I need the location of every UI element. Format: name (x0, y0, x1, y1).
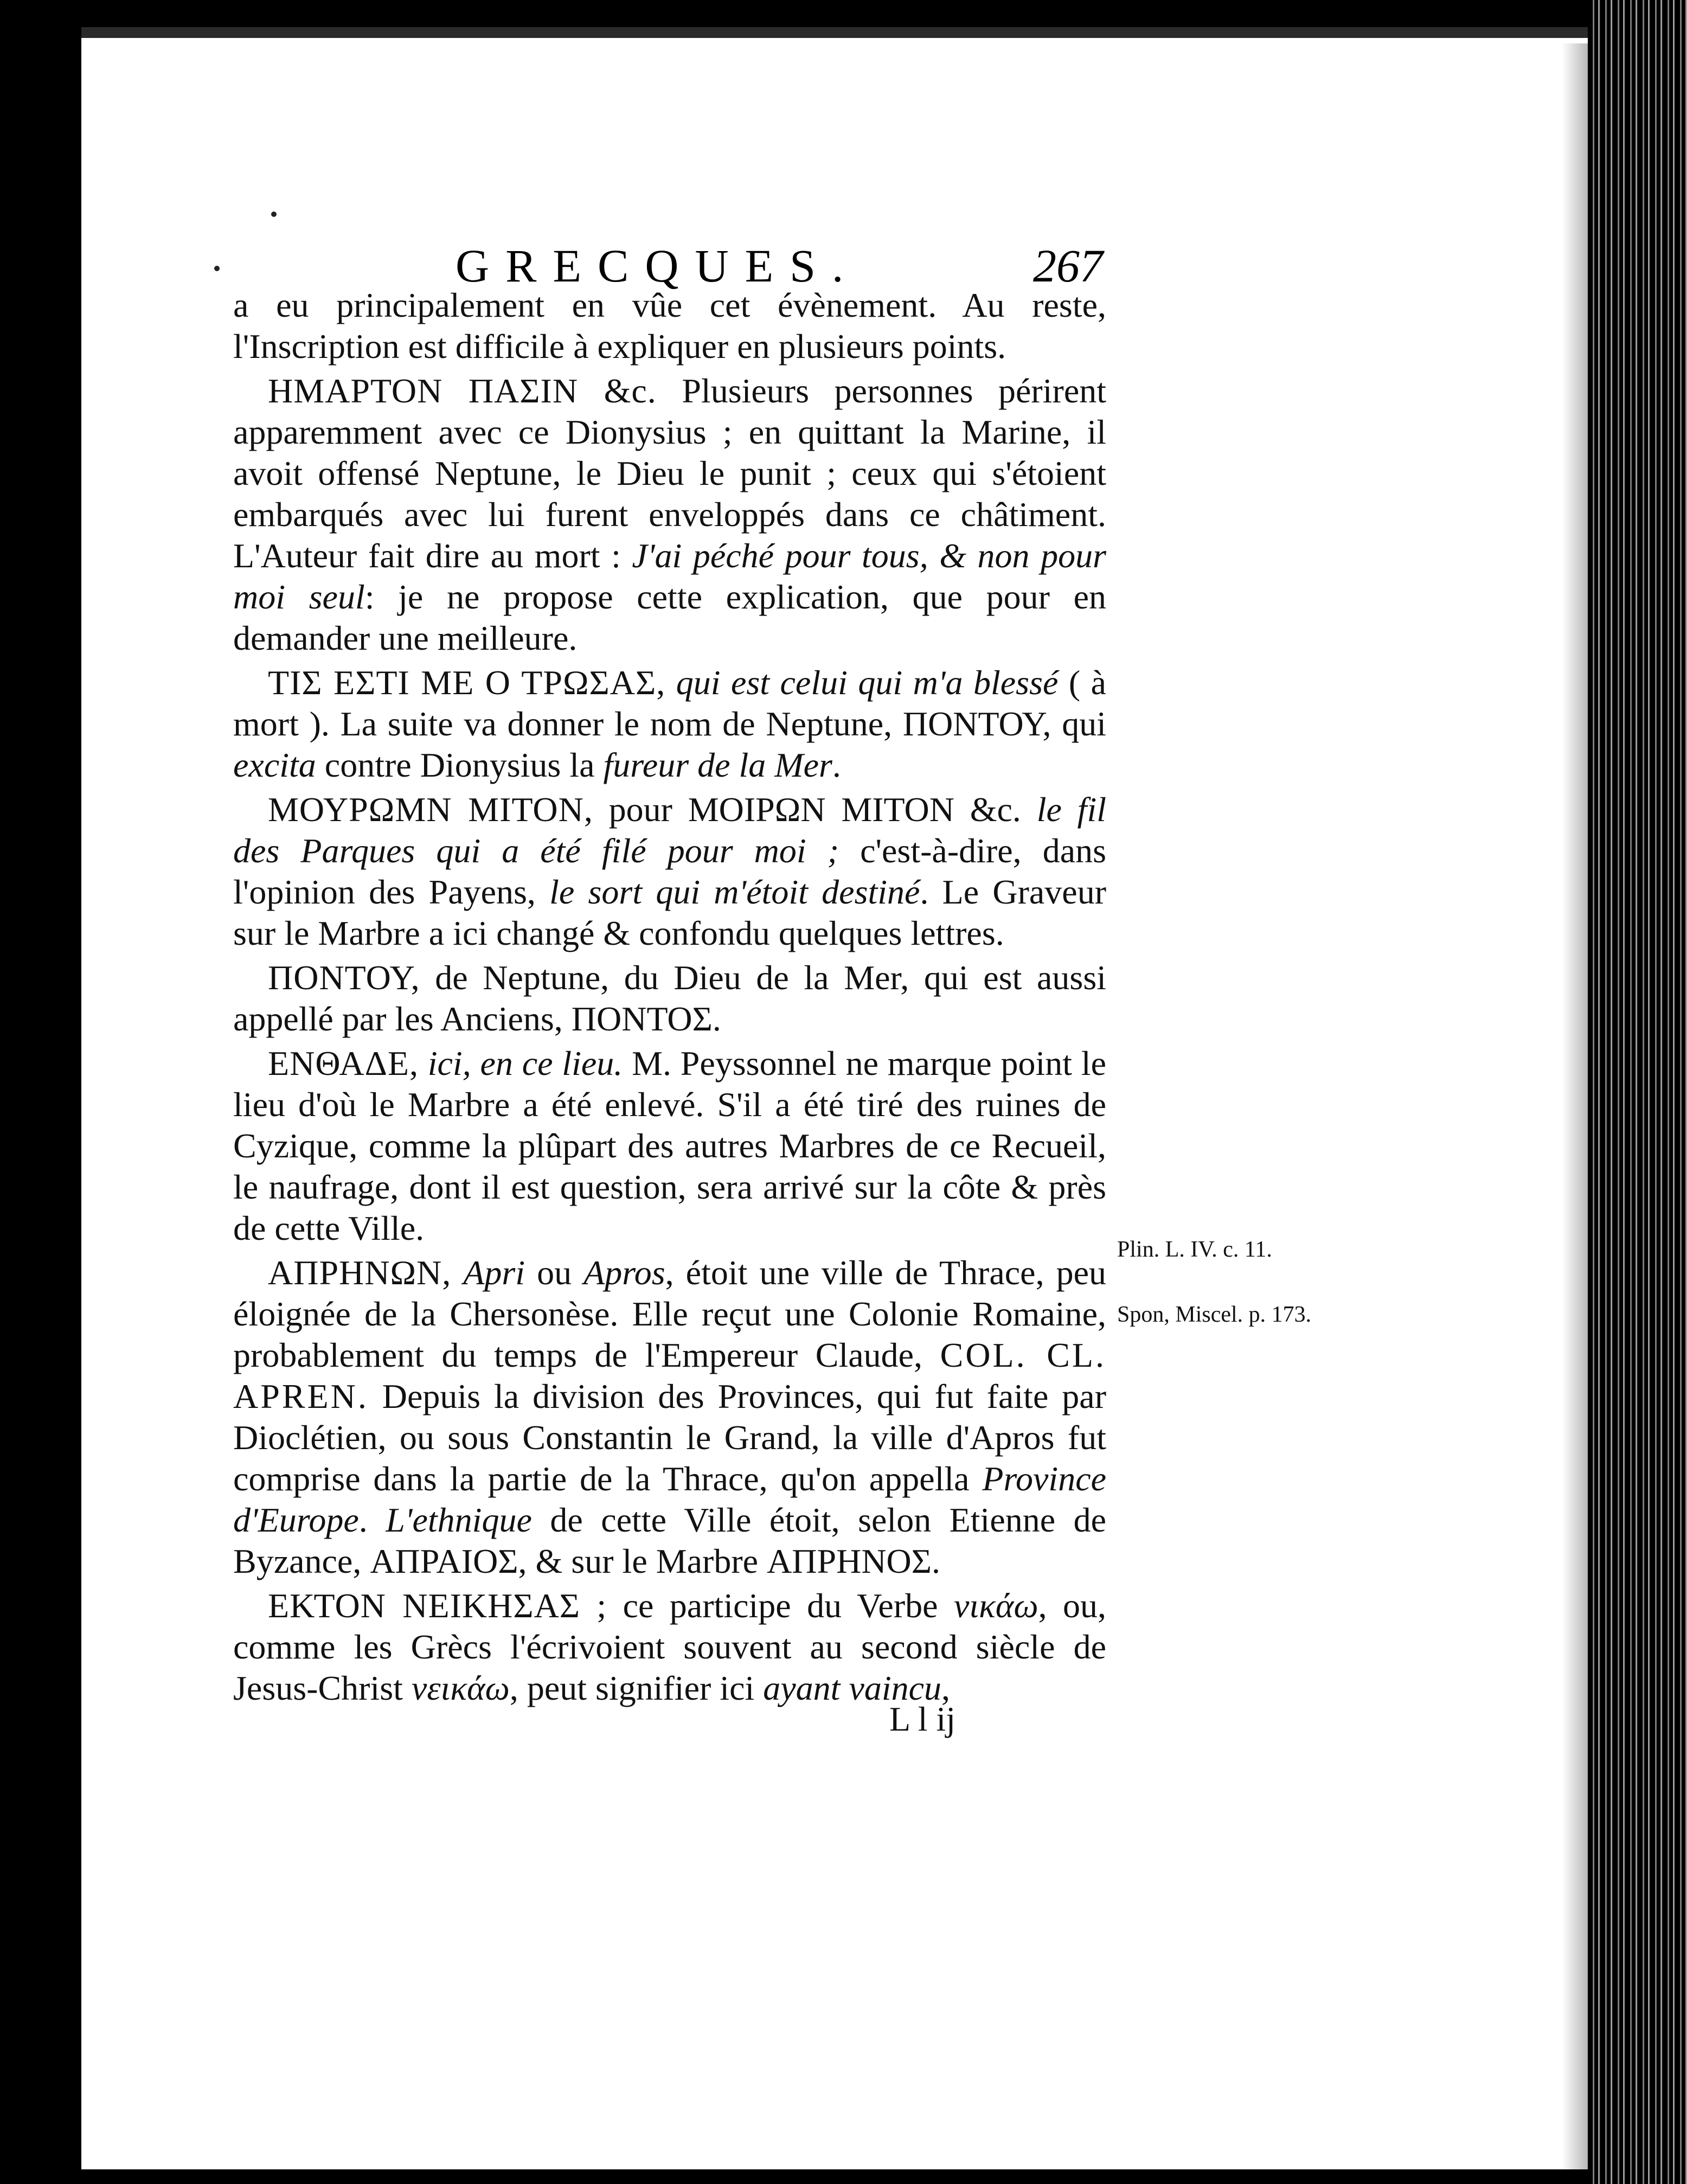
italic-word: Apros (583, 1253, 665, 1292)
margin-note-spon: Spon, Miscel. p. 173. (1117, 1302, 1312, 1327)
paragraph-5 (233, 957, 1106, 1040)
greek-lemma: ΑΠΡΗΝΩΝ, (268, 1253, 452, 1292)
greek-lemma: ΤΙΣ ΕΣΤΙ ΜΕ Ο ΤΡΩΣΑΣ, (268, 663, 666, 702)
paragraph-text: , peut signifier ici (509, 1669, 764, 1707)
paragraph-text: , (941, 1669, 951, 1707)
italic-gloss: qui est celui qui m'a blessé (665, 663, 1059, 702)
italic-gloss: le fil des Parques qui a été filé pour moi ; (233, 790, 1107, 870)
paragraph-text: M. Peyssonnel ne marque point le lieu d'où le Marbre a été enlevé. S'il a été tiré des ruines de Cyzique, comme la plûpart des autres Marbres de ce Recueil, le naufrage, dont il est question, sera arrivé sur la côte & près de cette Ville. (233, 1044, 1107, 1247)
paragraph-4 (233, 789, 1106, 954)
greek-lemma: ΕΝΘΑΔΕ, (268, 1044, 419, 1083)
page-number: 267 (1033, 240, 1103, 292)
greek-lemma: ΕΚΤΟΝ ΝΕΙΚΗΣΑΣ ; (268, 1586, 607, 1625)
paragraph-text: . (358, 1501, 386, 1539)
latin-inscription: COL. CL. APREN. (233, 1336, 1106, 1416)
paragraph-text: Plusieurs personnes périrent apparemment avec ce Dionysius ; en quittant la Marine, il avoit offensé Neptune, le Dieu le punit ; ceux qui s'étoient embarqués avec lui furent enveloppés dans ce châtiment. L'Auteur fait dire au mort : (233, 372, 1106, 575)
signature-mark: L l ij (889, 1700, 956, 1738)
italic-phrase: ayant vaincu (763, 1669, 942, 1707)
paragraph-text: ou (525, 1253, 584, 1292)
italic-word: excita (233, 746, 316, 784)
greek-lemma: ΠΟΝΤΟΥ, (268, 958, 420, 997)
italic-term: L'ethnique (386, 1501, 532, 1539)
ink-speck (271, 212, 277, 217)
paragraph-8 (233, 1585, 1106, 1709)
body-text (233, 285, 1106, 1709)
running-title: GRECQUES. (456, 240, 860, 292)
paragraph-3 (233, 662, 1106, 786)
paragraph-text: de Neptune, du Dieu de la Mer, qui est aussi appellé par les Anciens, ΠΟΝΤΟΣ. (233, 958, 1106, 1038)
paragraph-text: pour ΜΟΙΡΩΝ ΜΙΤΟΝ &c. (593, 790, 1037, 829)
italic-phrase: Province d'Europe (233, 1459, 1106, 1539)
paragraph-text: . (832, 746, 841, 784)
paragraph-text: , étoit une ville de Thrace, peu éloignée de la Chersonèse. Elle reçut une Colonie Romaine, probablement du temps de l'Empereur Claude, (233, 1253, 1107, 1374)
paragraph-text: : je ne propose cette explication, que pour en demander une meilleure. (233, 578, 1107, 657)
greek-verb: νικάω (953, 1586, 1038, 1625)
italic-quote: J'ai péché pour tous, & non pour moi seul (233, 536, 1106, 616)
greek-lemma: ΗΜΑΡΤΟΝ ΠΑΣΙΝ &c. (268, 372, 657, 410)
paragraph-1: a eu principalement en vûe cet évènement. Au reste, l'Inscription est difficile à expliquer en plusieurs points. (233, 286, 1106, 366)
paragraph-2 (233, 370, 1106, 659)
italic-gloss: ici, en ce lieu. (418, 1044, 623, 1083)
ink-speck (214, 266, 220, 271)
greek-verb-variant: νεικάω (411, 1669, 510, 1707)
paragraph-text: , ou, comme les Grècs l'écrivoient souvent au second siècle de Jesus-Christ (233, 1586, 1107, 1707)
paragraph-6 (233, 1043, 1106, 1249)
paragraph-7 (233, 1252, 1106, 1582)
greek-lemma: ΜΟΥΡΩΜΝ ΜΙΤΟΝ, (268, 790, 593, 829)
paragraph-text: . Le Graveur sur le Marbre a ici changé & confondu quelques lettres. (233, 873, 1107, 952)
paragraph-text: Depuis la division des Provinces, qui fut faite par Dioclétien, ou sous Constantin le Grand, la ville d'Apros fut comprise dans la partie de la Thrace, qu'on appella (233, 1377, 1106, 1498)
margin-note-pliny: Plin. L. IV. c. 11. (1117, 1237, 1272, 1262)
italic-phrase: le sort qui m'étoit destiné (549, 873, 920, 911)
paragraph-text: ( à mort ). La suite va donner le nom de Neptune, ΠΟΝΤΟΥ, qui (233, 663, 1107, 743)
paragraph-text: de cette Ville étoit, selon Etienne de Byzance, ΑΠΡΑΙΟΣ, & sur le Marbre ΑΠΡΗΝΟΣ. (233, 1501, 1106, 1580)
italic-phrase: fureur de la Mer (603, 746, 832, 784)
paragraph-text: contre Dionysius la (316, 746, 604, 784)
paragraph-text: c'est-à-dire, dans l'opinion des Payens, (233, 831, 1107, 911)
book-spine-edge (1588, 0, 1687, 2184)
italic-word: Apri (451, 1253, 525, 1292)
paragraph-text: ce participe du Verbe (607, 1586, 954, 1625)
